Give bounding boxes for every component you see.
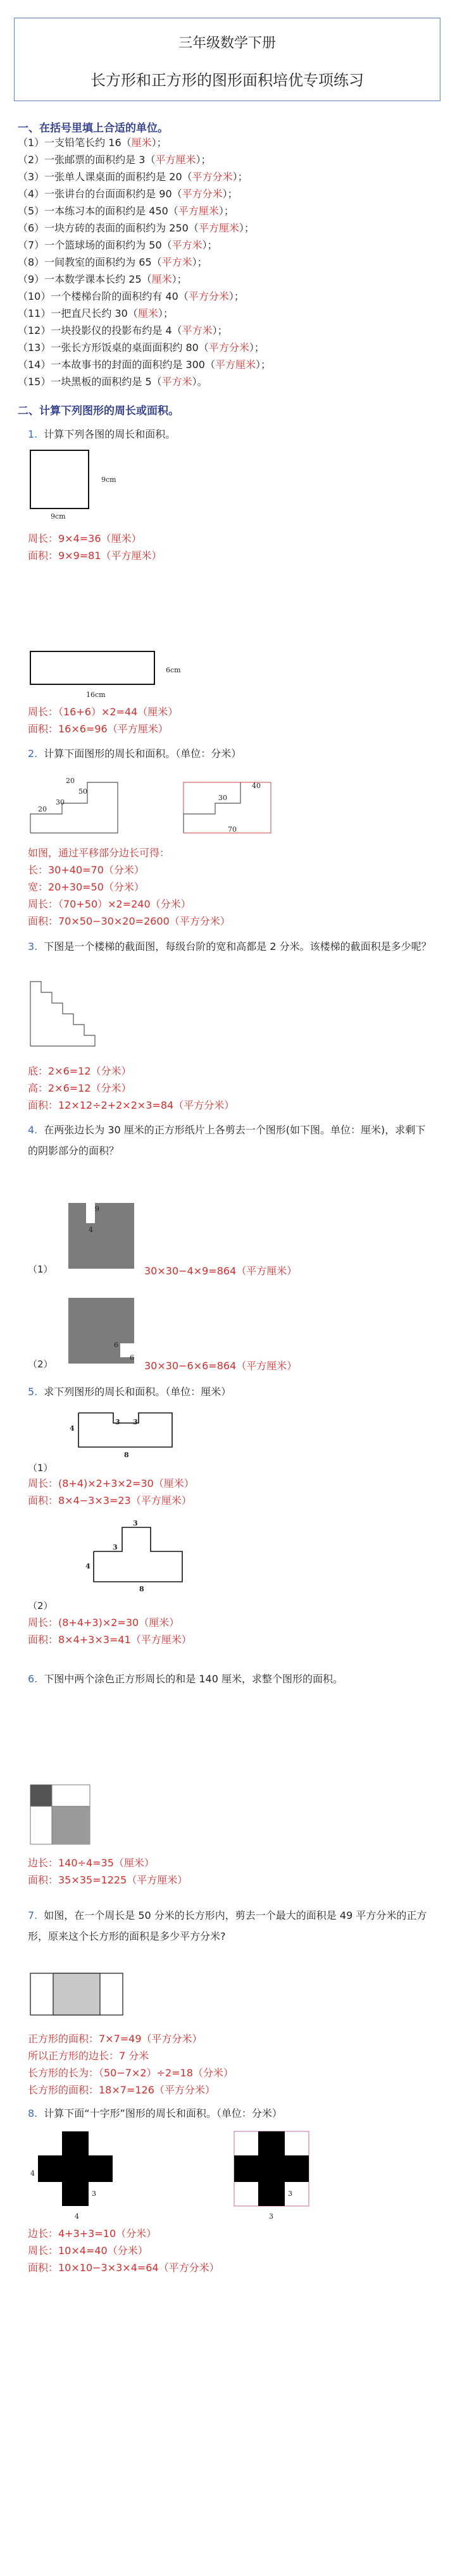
q5-1-dim-8: 8 [124,1451,129,1459]
fill-item-end: ）； [158,307,173,319]
q7-answer-3: 长方形的长为：（50−7×2）÷2=18（分米） [28,2067,234,2079]
fill-item-unit: 平方米 [171,239,203,251]
question-number: 3. [28,940,38,952]
q2-answer-line3: 宽：20+30=50（分米） [28,881,144,893]
fill-item-end: ）； [171,273,187,285]
fill-item [18,237,435,254]
fill-item-end: ）； [239,222,254,234]
fill-item-end: ）； [202,239,218,251]
question-number: 7. [28,1909,38,1921]
question-7 [28,1905,433,1947]
fill-item [18,288,435,305]
q1-answer-1b: 面积：9×9=81（平方厘米） [28,550,162,562]
fill-item-unit: 厘米 [151,273,172,285]
fill-item-unit: 平方分米 [208,342,249,354]
fill-item [18,373,435,390]
q7-answer-1: 正方形的面积：7×7=49（平方分米） [28,2033,203,2045]
fill-item-unit: 平方分米 [192,171,233,183]
fill-item-unit: 平方米 [161,256,192,268]
fill-item-text: （10）一个楼梯台阶的面积约有 40（ [18,290,189,302]
fill-item-end: ）； [228,290,244,302]
q2-answer-line5: 面积：70×50−30×20=2600（平方分米） [28,915,230,927]
fill-item-unit: 平方米 [182,324,213,336]
q2-label-40: 40 [252,782,261,790]
fill-item-end: ）。 [192,376,208,388]
fill-item [18,134,435,151]
unit-fill-list [18,134,435,390]
q3-answer-line3: 面积：12×12÷2+2×2×3=84（平方分米） [28,1099,235,1111]
fill-item-text: （2）一张邮票的面积约是 3（ [18,154,156,166]
q5-part1-answer-1: 周长：(8+4)×2+3×2=30（厘米） [28,1477,194,1489]
fill-item-text: （6）一块方砖的表面的面积约为 250（ [18,222,199,234]
fill-item-end: ）； [256,359,271,371]
fill-item [18,356,435,373]
q2-label-30: 30 [56,798,65,806]
q8-answer-1: 边长：4+3+3=10（分米） [28,2228,157,2240]
question-text: 在两张边长为 30 厘米的正方形纸片上各剪去一个图形(如下图。单位：厘米)，求剩下的阴影部分的面积？ [28,1124,426,1157]
q2-label-50: 50 [78,787,87,796]
section2-heading: 二、计算下列图形的周长或面积。 [18,405,179,417]
question-text: 求下列图形的周长和面积。（单位：厘米） [44,1386,232,1398]
q5-2-dim-3a: 3 [133,1519,138,1527]
question-6 [28,1668,433,1689]
q2-label-30b: 30 [218,794,227,802]
q1-rectangle-figure [30,651,170,689]
fill-item-unit: 平方米 [161,376,192,388]
q1-fig1-side-label: 9cm [101,476,116,484]
fill-item [18,305,435,322]
fill-item [18,185,435,202]
q6-answer-2: 面积：35×35=1225（平方厘米） [28,1874,188,1886]
q2-label-70: 70 [228,825,237,834]
q4-part1-label: （1） [28,1264,53,1275]
q8-dim-4-bottom: 4 [75,2212,79,2221]
question-3 [28,936,433,957]
question-text: 下图是一个楼梯的截面图，每级台阶的宽和高都是 2 分米。该楼梯的截面积是多少呢？ [44,940,432,952]
q7-answer-4: 长方形的面积：18×7=126（平方分米） [28,2084,215,2096]
q4-square-2 [68,1298,138,1367]
fill-item-end: ）； [222,188,238,200]
q4-square-1 [68,1203,138,1273]
fill-item [18,271,435,288]
q3-answer-line1: 底：2×6=12（分米） [28,1065,132,1077]
q4-dim-6b: 6 [130,1353,134,1362]
q8-answer-2: 周长：10×4=40（分米） [28,2245,148,2257]
q8-dim-3-right: 3 [288,2190,292,2198]
q8-answer-3: 面积：10×10−3×3×4=64（平方分米） [28,2262,220,2274]
fill-item-text: （13）一张长方形饭桌的桌面面积约 80（ [18,342,209,354]
question-number: 8. [28,2107,38,2119]
question-4 [28,1119,433,1161]
fill-item-text: （15）一块黑板的面积约是 5（ [18,376,162,388]
q3-answer-line2: 高：2×6=12（分米） [28,1082,132,1094]
fill-item [18,151,435,168]
q1-answer-1a: 周长：9×4=36（厘米） [28,533,142,545]
section1-heading: 一、在括号里填上合适的单位。 [18,122,168,135]
q2-answer-line1: 如图，通过平移部分边长可得： [28,847,170,859]
fill-item-unit: 平方分米 [188,290,229,302]
fill-item-unit: 平方厘米 [198,222,239,234]
q5-2-dim-4: 4 [85,1562,90,1570]
question-8 [28,2103,433,2124]
question-5 [28,1381,433,1402]
question-text: 如图，在一个周长是 50 分米的长方形内，剪去一个最大的面积是 49 平方分米的正方形，原来这个长方形的面积是多少平方分米? [28,1909,427,1942]
q8-cross-figure-2 [234,2131,323,2217]
q1-fig1-bottom-label: 9cm [51,512,66,521]
fill-item-unit: 平方厘米 [178,205,219,217]
q6-figure [30,1785,94,1848]
q1-answer-2b: 面积：16×6=96（平方厘米） [28,723,168,735]
fill-item [18,339,435,356]
fill-item-text: （14）一本故事书的封面的面积约是 300（ [18,359,215,371]
q5-1-dim-4: 4 [70,1424,75,1433]
q2-answer-line2: 长：30+40=70（分米） [28,864,144,876]
fill-item-text: （9）一本数学课本长约 25（ [18,273,152,285]
q5-part2-answer-1: 周长：(8+4+3)×2=30（厘米） [28,1617,180,1629]
fill-item-end: ）； [212,324,228,336]
question-text: 计算下面图形的周长和面积。（单位：分米） [44,748,242,760]
title-box [14,18,440,101]
q4-part1-answer: 30×30−4×9=864（平方厘米） [144,1265,297,1277]
fill-item-end: ）； [151,137,167,149]
question-text: 下图中两个涂色正方形周长的和是 140 厘米，求整个图形的面积。 [44,1673,343,1685]
question-text: 计算下列各图的周长和面积。 [44,428,176,440]
q4-dim-9: 9 [95,1205,99,1213]
q2-label-20: 20 [38,805,47,813]
q8-dim-3-left: 3 [92,2190,96,2198]
q5-part2-answer-2: 面积：8×4+3×3=41（平方厘米） [28,1634,192,1646]
q8-dim-3-bottom: 3 [269,2212,273,2221]
fill-item-unit: 厘米 [137,307,158,319]
q5-2-dim-8: 8 [139,1585,144,1593]
fill-item-text: （5）一本练习本的面积约是 450（ [18,205,178,217]
fill-item [18,168,435,185]
question-number: 5. [28,1386,38,1398]
fill-item-end: ）； [232,171,248,183]
q4-dim-6a: 6 [114,1341,118,1349]
q3-staircase-figure [30,982,100,1051]
q5-part1-answer-2: 面积：8×4−3×3=23（平方厘米） [28,1494,192,1507]
page-subtitle: 长方形和正方形的图形面积培优专项练习 [90,71,364,89]
q7-figure [30,1973,132,2021]
q6-answer-1: 边长：140÷4=35（厘米） [28,1857,154,1869]
fill-item-unit: 平方厘米 [155,154,196,166]
q5-part2-label: （2） [28,1600,53,1612]
fill-item-text: （12）一块投影仪的投影布约是 4（ [18,324,182,336]
q5-figure-1 [78,1412,180,1450]
q7-answer-2: 所以正方形的边长：7 分米 [28,2050,149,2062]
question-1 [28,424,433,445]
question-number: 6. [28,1673,38,1685]
q5-figure-2 [94,1527,195,1587]
q4-part2-answer: 30×30−6×6=864（平方厘米） [144,1360,297,1372]
q5-2-dim-3b: 3 [113,1543,118,1551]
q5-part1-label: （1） [28,1462,53,1474]
q1-fig2-bottom-label: 16cm [86,691,106,699]
question-number: 1. [28,428,38,440]
fill-item [18,202,435,219]
q1-fig2-side-label: 6cm [166,666,181,674]
q1-answer-2a: 周长：（16+6）×2=44（厘米） [28,706,178,718]
fill-item-unit: 平方厘米 [215,359,256,371]
q2-answer-line4: 周长：（70+50）×2=240（分米） [28,898,191,910]
fill-item-unit: 平方分米 [182,188,223,200]
fill-item-end: ）； [196,154,211,166]
fill-item-text: （8）一间教室的面积约为 65（ [18,256,162,268]
fill-item [18,322,435,339]
q8-cross-figure-1 [38,2131,127,2217]
q4-part2-label: （2） [28,1359,53,1370]
fill-item-text: （7）一个篮球场的面积约为 50（ [18,239,172,251]
fill-item-text: （4）一张讲台的台面面积约是 90（ [18,188,182,200]
page-title: 三年级数学下册 [178,35,276,51]
fill-item-text: （3）一张单人课桌面的面积约是 20（ [18,171,192,183]
fill-item-text: （11）一把直尺长约 30（ [18,307,138,319]
question-number: 2. [28,748,38,760]
fill-item-unit: 厘米 [131,137,152,149]
fill-item [18,219,435,237]
fill-item-end: ）； [192,256,208,268]
q5-1-dim-3b: 3 [133,1418,138,1426]
q8-dim-4-left: 4 [30,2169,35,2178]
fill-item-end: ）； [249,342,265,354]
question-text: 计算下面“十字形”图形的周长和面积。（单位：分米） [44,2107,282,2119]
fill-item-end: ）； [218,205,234,217]
q4-dim-4: 4 [89,1226,93,1234]
q5-1-dim-3a: 3 [115,1418,120,1426]
fill-item [18,254,435,271]
question-number: 4. [28,1124,38,1136]
fill-item-text: （1）一支铅笔长约 16（ [18,137,132,149]
q2-label-20b: 20 [66,777,75,785]
question-2 [28,743,433,764]
